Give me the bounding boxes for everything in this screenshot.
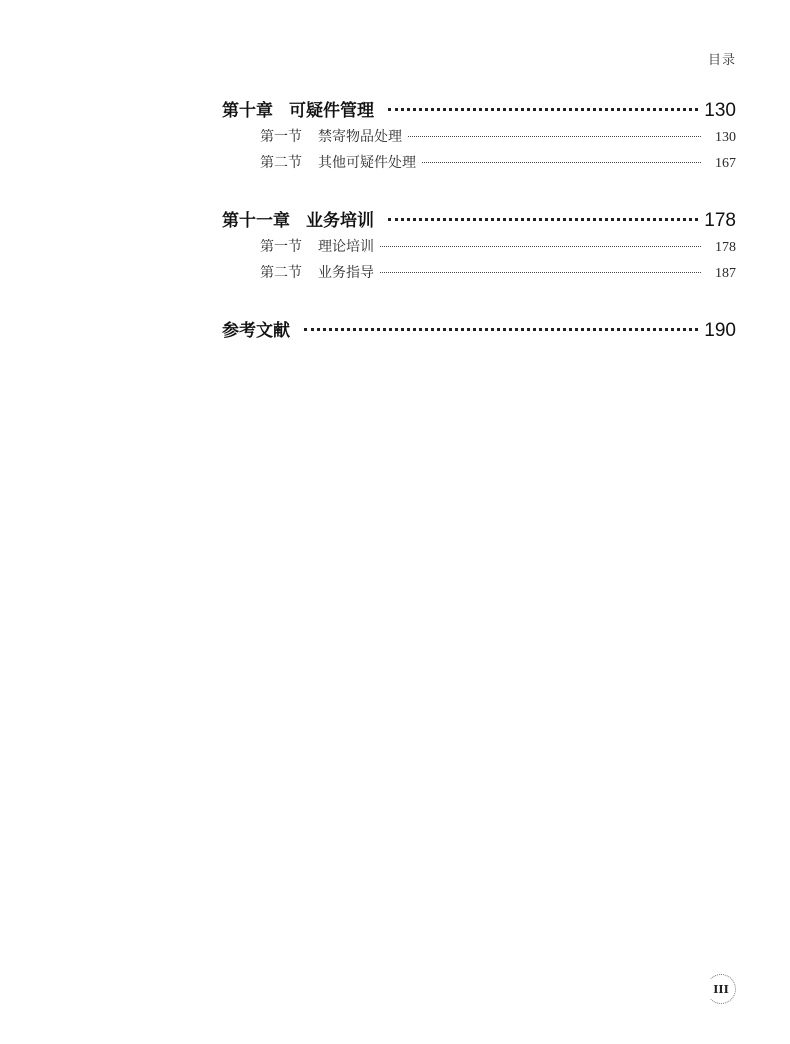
dot-leader: [422, 162, 701, 163]
dot-leader: [380, 272, 701, 273]
chapter-heading-row[interactable]: [222, 96, 736, 124]
dot-leader: [388, 108, 698, 111]
section-number: 第一节: [260, 129, 302, 145]
section-entry[interactable]: [222, 152, 736, 178]
references-page-number: 190: [704, 320, 736, 341]
section-entry[interactable]: [222, 126, 736, 152]
section-number: 第一节: [260, 239, 302, 255]
dot-leader: [408, 136, 701, 137]
references-heading-row[interactable]: [222, 316, 736, 344]
section-page-number: 187: [715, 266, 736, 281]
section-page-number: 130: [715, 130, 736, 145]
page-number-badge: III: [706, 974, 736, 1004]
dot-leader: [380, 246, 701, 247]
section-number: 第二节: [260, 265, 302, 281]
running-header: 目录: [707, 53, 736, 68]
section-title: 禁寄物品处理: [318, 129, 402, 145]
chapter-title: 可疑件管理: [289, 101, 374, 121]
section-title: 其他可疑件处理: [318, 155, 416, 171]
section-entry[interactable]: [222, 236, 736, 262]
chapter-number: 第十章: [222, 101, 273, 121]
chapter-entry: [222, 206, 736, 288]
section-title: 理论培训: [318, 239, 374, 255]
section-list: [222, 234, 736, 288]
section-page-number: 167: [715, 156, 736, 171]
section-list: [222, 124, 736, 178]
section-page-number: 178: [715, 240, 736, 255]
dot-leader: [388, 218, 698, 221]
chapter-number: 第十一章: [222, 211, 290, 231]
section-number: 第二节: [260, 155, 302, 171]
section-title: 业务指导: [318, 265, 374, 281]
references-title: 参考文献: [222, 321, 290, 341]
section-entry[interactable]: [222, 262, 736, 288]
table-of-contents: [222, 96, 736, 372]
chapter-heading-row[interactable]: [222, 206, 736, 234]
chapter-page-number: 130: [704, 100, 736, 121]
dot-leader: [304, 328, 698, 331]
chapter-title: 业务培训: [306, 211, 374, 231]
chapter-entry: [222, 96, 736, 178]
references-entry: [222, 316, 736, 344]
chapter-page-number: 178: [704, 210, 736, 231]
